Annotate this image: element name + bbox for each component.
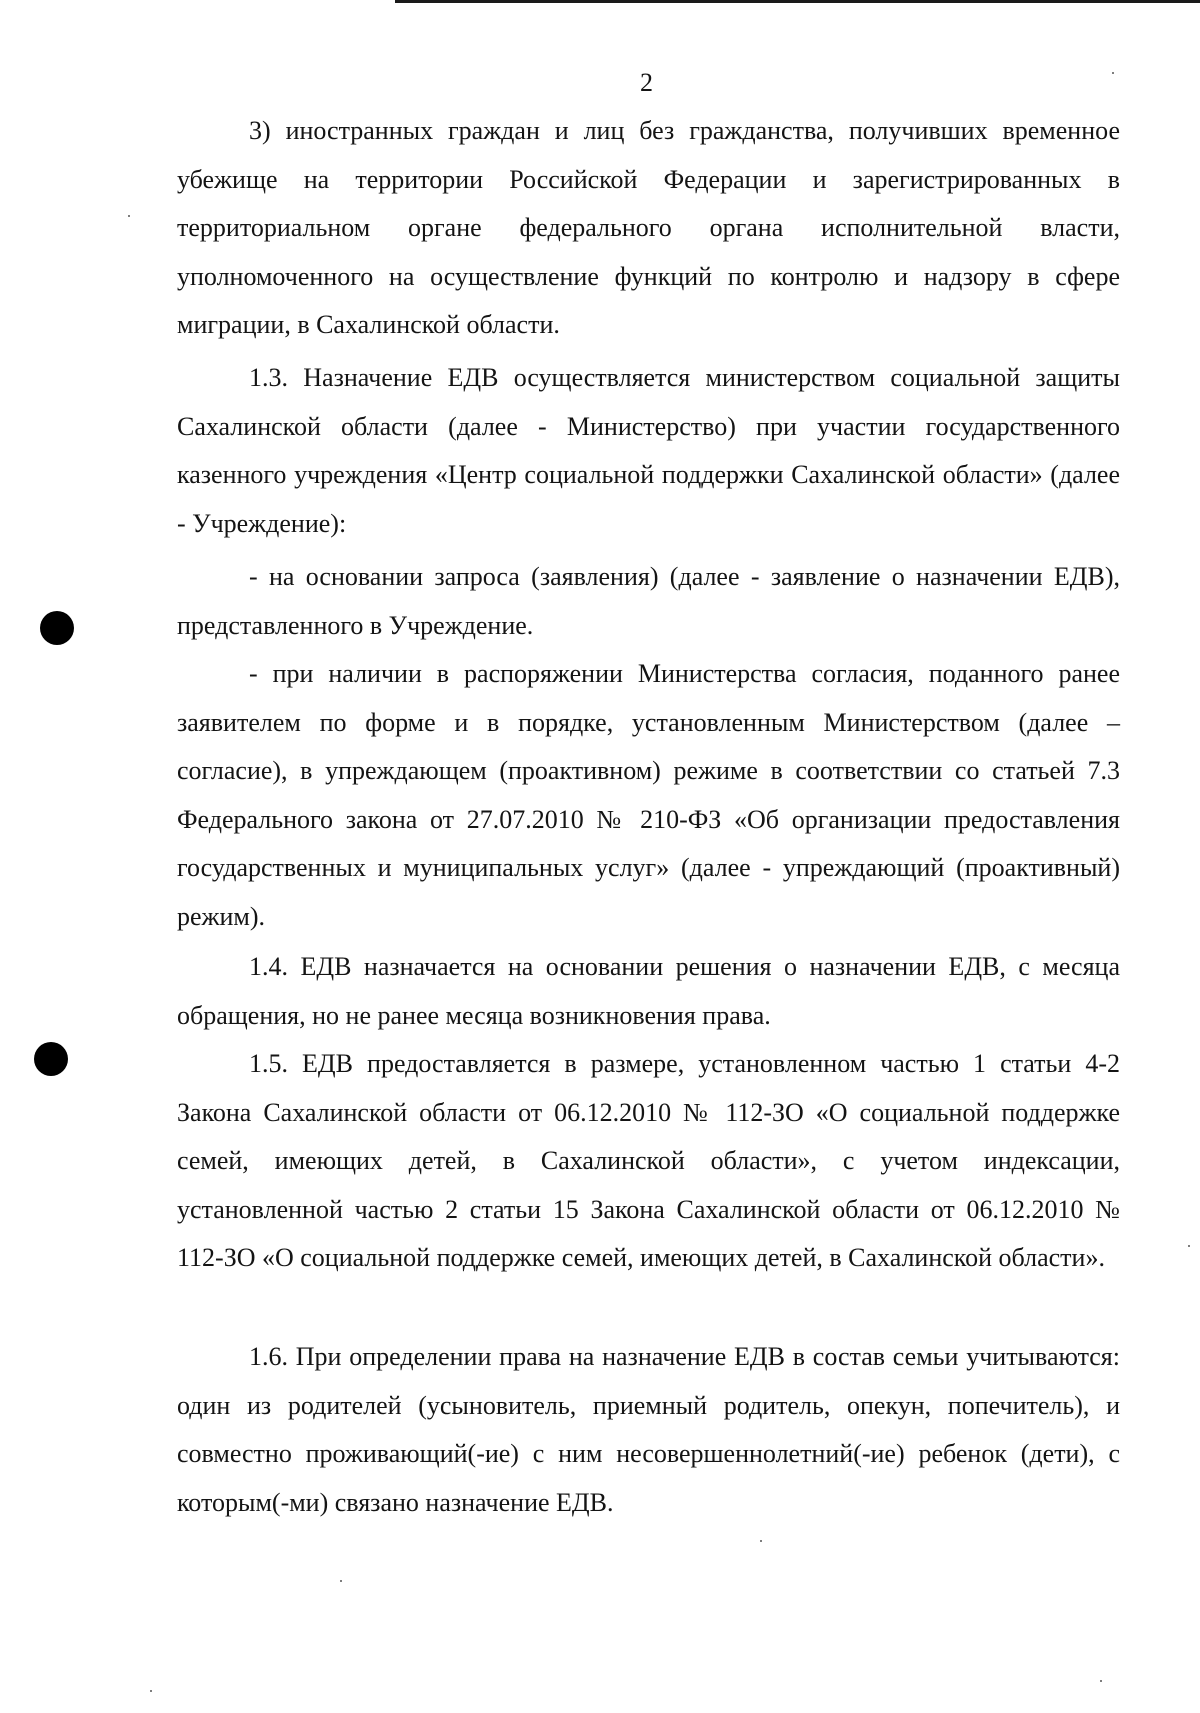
scan-speck xyxy=(1112,72,1114,74)
paragraph-1-4-decision: 1.4. ЕДВ назначается на основании решения о назначении ЕДВ, с месяца обращения, но не ранее месяца возникновения права. xyxy=(177,952,1120,1030)
paragraph-1-3-assignment: 1.3. Назначение ЕДВ осуществляется министерством социальной защиты Сахалинской области (далее - Министерство) при участии государственного казенного учреждения «Центр социальной поддержки Сахалинской области» (далее - Учреждение): xyxy=(177,363,1120,538)
scan-top-edge-line xyxy=(395,0,1200,3)
punch-hole-mark xyxy=(40,611,74,645)
punch-hole-mark xyxy=(34,1042,68,1076)
paragraph-item-3-foreign-citizens: 3) иностранных граждан и лиц без гражданства, получивших временное убежище на территории Российской Федерации и зарегистрированных в территориальном органе федерального органа исполнительной власти, уполномоченного на осуществление функций по контролю и надзору в сфере миграции, в Сахалинской области. xyxy=(177,116,1120,340)
paragraph-1-5-amount: 1.5. ЕДВ предоставляется в размере, установленном частью 1 статьи 4-2 Закона Сахалинской области от 06.12.2010 № 112-ЗО «О социальной поддержке семей, имеющих детей, в Сахалинской области», с учетом индексации, установленной частью 2 статьи 15 Закона Сахалинской области от 06.12.2010 № 112-ЗО «О социальной поддержке семей, имеющих детей, в Сахалинской области». xyxy=(177,1049,1120,1273)
scan-speck xyxy=(760,1540,762,1542)
scan-speck xyxy=(150,1690,152,1692)
scan-speck xyxy=(340,1580,342,1582)
paragraph-dash-proactive-mode: - при наличии в распоряжении Министерства согласия, поданного ранее заявителем по форме и в порядке, установленным Министерством (далее – согласие), в упреждающем (проактивном) режиме в соответствии со статьей 7.3 Федерального закона от 27.07.2010 № 210-ФЗ «Об организации предоставления государственных и муниципальных услуг» (далее - упреждающий (проактивный) режим). xyxy=(177,659,1120,931)
scan-speck xyxy=(1100,1680,1102,1682)
scan-speck xyxy=(1188,1245,1190,1247)
paragraph-dash-request-basis: - на основании запроса (заявления) (далее - заявление о назначении ЕДВ), представленного в Учреждение. xyxy=(177,562,1120,640)
scan-speck xyxy=(128,215,130,217)
page-number: 2 xyxy=(640,68,653,97)
paragraph-1-6-family-composition: 1.6. При определении права на назначение ЕДВ в состав семьи учитываются: один из родителей (усыновитель, приемный родитель, опекун, попечитель), и совместно проживающий(-ие) с ним несовершеннолетний(-ие) ребенок (дети), с которым(-ми) связано назначение ЕДВ. xyxy=(177,1342,1120,1517)
